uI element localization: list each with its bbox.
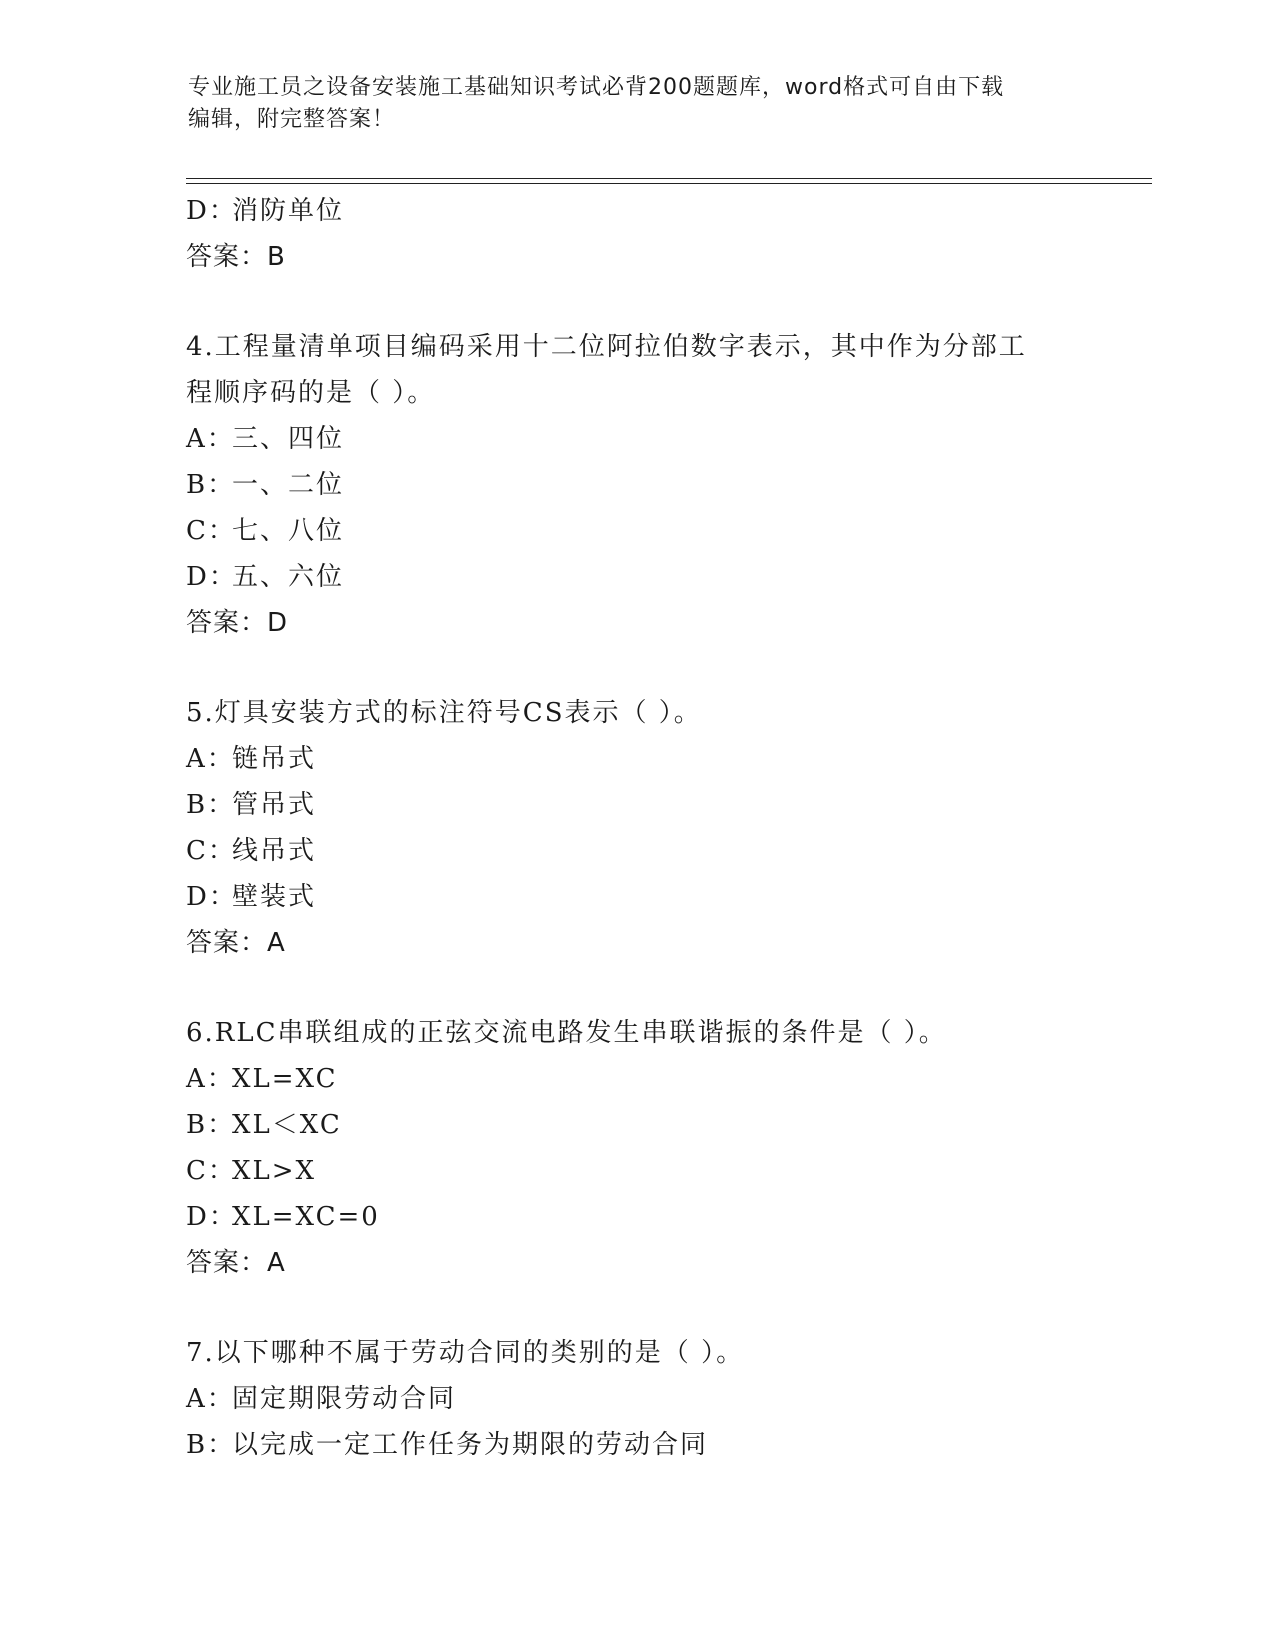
header-divider-top (186, 178, 1152, 179)
option-text: XL>X (232, 1156, 317, 1186)
option-label: B： (186, 470, 236, 500)
option-d (186, 874, 1146, 920)
option-a (186, 416, 1146, 462)
option-label: D： (186, 1202, 237, 1232)
option-d (186, 554, 1146, 600)
option-a (186, 1056, 1146, 1102)
option-text: XL=XC (232, 1064, 338, 1094)
option-b (186, 1422, 1146, 1468)
option-c (186, 1148, 1146, 1194)
option-text: 固定期限劳动合同 (232, 1384, 457, 1414)
option-text: XL=XC=0 (232, 1202, 380, 1232)
option-label: A： (186, 744, 235, 774)
answer-line: 答案：B (186, 242, 286, 272)
question-4 (186, 324, 1146, 646)
previous-question-tail (186, 188, 1146, 280)
option-d (186, 1194, 1146, 1240)
question-stem: 7.以下哪种不属于劳动合同的类别的是（ ）。 (186, 1338, 745, 1368)
option-text: 链吊式 (232, 744, 317, 774)
document-body (186, 188, 1146, 1468)
header-divider-bottom (186, 183, 1152, 184)
option-label: B： (186, 1430, 236, 1460)
option-c (186, 828, 1146, 874)
question-stem: 4.工程量清单项目编码采用十二位阿拉伯数字表示，其中作为分部工 (186, 332, 1027, 362)
question-stem: 5.灯具安装方式的标注符号CS表示（ ）。 (186, 698, 702, 728)
option-b (186, 1102, 1146, 1148)
header-title-line-2: 编辑，附完整答案！ (188, 107, 396, 132)
question-5 (186, 690, 1146, 966)
option-text: 一、二位 (232, 470, 345, 500)
option-text: XL＜XC (232, 1110, 342, 1140)
option-label: D： (186, 562, 237, 592)
option-label: B： (186, 1110, 236, 1140)
option-label: A： (186, 1384, 235, 1414)
option-b (186, 782, 1146, 828)
header-title-line-1: 专业施工员之设备安装施工基础知识考试必背200题题库，word格式可自由下载 (188, 75, 1005, 100)
answer-line: 答案：A (186, 1248, 286, 1278)
option-b (186, 462, 1146, 508)
option-text: 消防单位 (232, 196, 345, 226)
question-stem-continued: 程顺序码的是（ ）。 (186, 378, 436, 408)
question-7 (186, 1330, 1146, 1468)
option-label: D： (186, 196, 237, 226)
option-a (186, 1376, 1146, 1422)
option-d (186, 188, 1146, 234)
option-text: 五、六位 (232, 562, 345, 592)
option-label: C： (186, 516, 236, 546)
option-text: 线吊式 (232, 836, 317, 866)
option-label: A： (186, 424, 235, 454)
option-text: 七、八位 (232, 516, 345, 546)
answer-line: 答案：A (186, 928, 286, 958)
option-c (186, 508, 1146, 554)
document-header (188, 72, 1088, 136)
option-label: D： (186, 882, 237, 912)
option-label: B： (186, 790, 236, 820)
question-stem: 6.RLC串联组成的正弦交流电路发生串联谐振的条件是（ ）。 (186, 1018, 947, 1048)
option-a (186, 736, 1146, 782)
option-label: A： (186, 1064, 235, 1094)
option-text: 三、四位 (232, 424, 345, 454)
option-text: 壁装式 (232, 882, 317, 912)
option-text: 以完成一定工作任务为期限的劳动合同 (232, 1430, 709, 1460)
question-6 (186, 1010, 1146, 1286)
option-label: C： (186, 836, 236, 866)
option-text: 管吊式 (232, 790, 317, 820)
option-label: C： (186, 1156, 236, 1186)
answer-line: 答案：D (186, 608, 289, 638)
